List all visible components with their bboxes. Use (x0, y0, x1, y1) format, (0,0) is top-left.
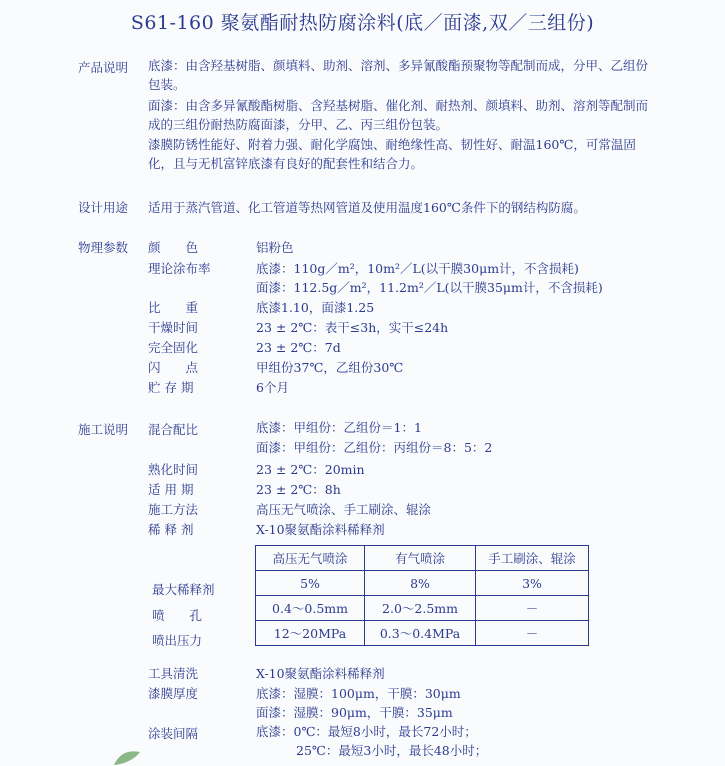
flash-value: 甲组份37℃，乙组份30℃ (256, 360, 404, 375)
table-cell: － (476, 596, 589, 621)
storage-label: 贮 存 期 (148, 380, 194, 395)
product-topcoat-desc: 面漆：由含多异氰酸酯树脂、含羟基树脂、催化剂、耐热剂、颜填料、助剂、溶剂等配制而成的三组份耐热防腐面漆，分甲、乙、丙三组份包装。 (148, 98, 649, 132)
mix-topcoat: 面漆：甲组份：乙组份：丙组份＝8：5：2 (256, 440, 493, 455)
coverage-primer: 底漆：110g／m²，10m²／L(以干膜30μm计，不含损耗) (256, 261, 579, 276)
color-value: 铝粉色 (256, 240, 294, 255)
design-text: 适用于蒸汽管道、化工管道等热网管道及使用温度160℃条件下的钢结构防腐。 (148, 200, 586, 215)
table-cell: 3% (476, 571, 589, 596)
method-value: 高压无气喷涂、手工刷涂、辊涂 (256, 502, 432, 517)
interval-label: 涂装间隔 (148, 726, 199, 741)
coverage-topcoat: 面漆：112.5g／m²，11.2m²／L(以干膜35μm计，不含损耗) (256, 280, 603, 295)
table-row (256, 571, 589, 596)
interval-primer-25c: 25℃：最短3小时，最长48小时； (296, 743, 488, 758)
method-label: 施工方法 (148, 502, 199, 517)
color-label: 颜 色 (148, 240, 199, 255)
product-header: 产品说明 (78, 60, 129, 75)
pressure-label: 喷出压力 (152, 633, 203, 648)
gravity-label: 比 重 (148, 300, 199, 315)
ripen-value: 23 ± 2℃：20min (256, 462, 365, 477)
table-header-cell: 手工刷涂、辊涂 (476, 546, 589, 571)
design-header: 设计用途 (78, 200, 129, 215)
physical-header: 物理参数 (78, 240, 129, 255)
table-row (256, 596, 589, 621)
film-topcoat: 面漆：湿膜：90μm，干膜：35μm (256, 705, 453, 720)
mix-label: 混合配比 (148, 422, 199, 437)
document-title: S61-160 聚氨酯耐热防腐涂料(底／面漆,双／三组份) (130, 12, 595, 34)
table-header-cell: 高压无气喷涂 (256, 546, 365, 571)
cure-value: 23 ± 2℃：7d (256, 340, 341, 355)
dry-label: 干燥时间 (148, 320, 199, 335)
product-performance-desc: 漆膜防锈性能好、附着力强、耐化学腐蚀、耐绝缘性高、韧性好、耐温160℃，可常温固化，且与无机富锌底漆有良好的配套性和结合力。 (148, 137, 636, 171)
table-header-row (256, 546, 589, 571)
table-cell: 12～20MPa (256, 621, 365, 646)
table-cell: 5% (256, 571, 365, 596)
table-cell: 0.4～0.5mm (256, 596, 365, 621)
application-header: 施工说明 (78, 422, 129, 437)
product-primer-desc: 底漆：由含羟基树脂、颜填料、助剂、溶剂、多异氰酸酯预聚物等配制而成，分甲、乙组份包装。 (148, 58, 649, 92)
leaf-icon (112, 748, 142, 766)
thinner-label: 稀 释 剂 (148, 522, 194, 537)
mix-primer: 底漆：甲组份：乙组份＝1：1 (256, 420, 422, 435)
table-cell: 8% (365, 571, 476, 596)
table-cell: 2.0～2.5mm (365, 596, 476, 621)
coverage-label: 理论涂布率 (148, 261, 211, 276)
gravity-value: 底漆1.10，面漆1.25 (256, 300, 375, 315)
cure-label: 完全固化 (148, 340, 199, 355)
clean-value: X-10聚氨酯涂料稀释剂 (256, 666, 385, 681)
film-primer: 底漆：湿膜：100μm，干膜：30μm (256, 686, 461, 701)
storage-value: 6个月 (256, 380, 289, 395)
interval-primer-0c: 底漆：0℃：最短8小时，最长72小时； (256, 724, 477, 739)
pot-life-value: 23 ± 2℃：8h (256, 482, 341, 497)
table-header-cell: 有气喷涂 (365, 546, 476, 571)
nozzle-label: 喷 孔 (152, 608, 203, 623)
ripen-label: 熟化时间 (148, 462, 199, 477)
film-label: 漆膜厚度 (148, 686, 199, 701)
clean-label: 工具清洗 (148, 666, 199, 681)
flash-label: 闪 点 (148, 360, 199, 375)
pot-life-label: 适 用 期 (148, 482, 194, 497)
table-cell: － (476, 621, 589, 646)
thinner-value: X-10聚氨酯涂料稀释剂 (256, 522, 385, 537)
table-cell: 0.3～0.4MPa (365, 621, 476, 646)
spray-parameters-table (255, 545, 589, 646)
table-row (256, 621, 589, 646)
dry-value: 23 ± 2℃：表干≤3h，实干≤24h (256, 320, 449, 335)
max-thinner-label: 最大稀释剂 (152, 582, 215, 597)
